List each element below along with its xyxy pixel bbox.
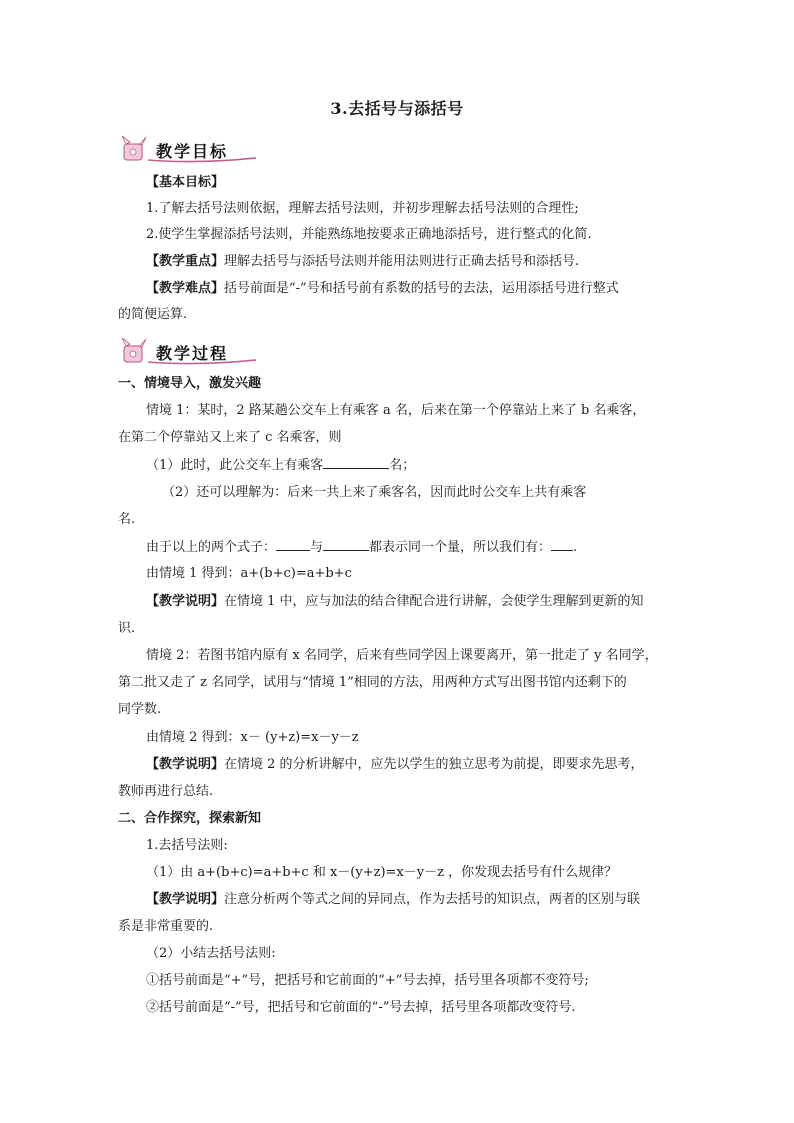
teaching-note-2-cont: 教师再进行总结. — [118, 784, 214, 799]
banner-label: 教学过程 — [156, 344, 229, 363]
note-text: 注意分析两个等式之间的异同点，作为去括号的知识点，两者的区别与联 — [224, 892, 641, 907]
question-1-text: （1）此时，此公交车上有乘客 — [146, 458, 324, 473]
question-1-suffix: 名； — [389, 458, 416, 473]
teaching-note-1-cont: 识. — [118, 621, 136, 636]
summary-heading: （2）小结去括号法则: — [146, 946, 276, 961]
result-1: 由情境 1 得到：a+(b+c)=a+b+c — [146, 566, 352, 581]
key-point-heading: 【教学重点】 — [146, 254, 225, 269]
teaching-note-2 — [146, 756, 644, 774]
rule-2: ②括号前面是“-”号，把括号和它前面的“-”号去掉，括号里各项都改变符号. — [146, 1000, 576, 1015]
rule-1: ①括号前面是“+”号，把括号和它前面的“+”号去掉，括号里各项都不变符号; — [146, 973, 589, 988]
note-text: 在情境 2 的分析讲解中，应先以学生的独立思考为前提，即要求先思考， — [224, 757, 644, 772]
note-text: 在情境 1 中，应与加法的结合律配合进行讲解，会使学生理解到更新的知 — [224, 594, 644, 609]
section-banner-process — [118, 336, 258, 370]
difficulty-heading: 【教学难点】 — [146, 281, 225, 296]
difficulty — [146, 280, 619, 298]
teaching-note-1 — [146, 593, 644, 611]
note-heading: 【教学说明】 — [146, 757, 225, 772]
result-2: 由情境 2 得到：x－ (y+z)=x－y－z — [146, 730, 359, 745]
difficulty-cont: 的简便运算. — [118, 307, 188, 322]
section-2-heading: 二、合作探究，探索新知 — [118, 811, 262, 826]
teaching-note-3-cont: 系是非常重要的. — [118, 919, 214, 934]
note-heading: 【教学说明】 — [146, 892, 225, 907]
note-heading: 【教学说明】 — [146, 594, 225, 609]
goal-1: 1.了解去括号法则依据，理解去括号法则，并初步理解去括号法则的合理性; — [146, 201, 579, 216]
scenario-2-line-3: 同学数. — [118, 702, 162, 717]
rule-heading: 1.去括号法则: — [146, 838, 228, 853]
equation-statement — [146, 538, 577, 557]
rule-question: （1）由 a+(b+c)=a+b+c 和 x－(y+z)=x－y－z ，你发现去括号有什么规律？ — [146, 865, 618, 880]
question-2-line-2: 名. — [118, 512, 136, 527]
goal-2: 2.使学生掌握添括号法则，并能熟练地按要求正确地添括号，进行整式的化简. — [146, 227, 592, 242]
equation-text-c: 都表示同一个量，所以我们有： — [369, 540, 552, 555]
basic-goal-heading: 【基本目标】 — [146, 175, 225, 190]
teaching-note-3 — [146, 891, 640, 909]
question-2-line-1: （2）还可以理解为：后来一共上来了乘客名，因而此时公交车上共有乘客 — [162, 485, 587, 500]
scenario-2-line-1: 情境 2：若图书馆内原有 x 名同学，后来有些同学因上课要离开，第一批走了 y 名同学， — [146, 648, 658, 663]
scenario-2-line-2: 第二批又走了 z 名同学，试用与“情境 1”相同的方法，用两种方式写出图书馆内还剩下的 — [118, 675, 627, 690]
equation-text-a: 由于以上的两个式子： — [146, 540, 277, 555]
equation-text-d: . — [573, 540, 578, 555]
equation-text-b: 与 — [310, 540, 324, 555]
section-1-heading: 一、情境导入，激发兴趣 — [118, 376, 262, 391]
question-1 — [146, 456, 415, 475]
key-point — [146, 253, 579, 271]
key-point-text: 理解去括号与添括号法则并能用法则进行正确去括号和添括号. — [224, 254, 580, 269]
difficulty-text: 括号前面是“-”号和括号前有系数的括号的去法，运用添括号进行整式 — [224, 281, 619, 296]
answer-blank — [551, 538, 573, 551]
answer-blank — [323, 456, 389, 469]
answer-blank — [323, 538, 369, 551]
banner-label: 教学目标 — [156, 142, 229, 161]
answer-blank — [276, 538, 310, 551]
section-banner-goals — [118, 134, 258, 168]
page-title: 3.去括号与添括号 — [330, 99, 464, 118]
scenario-1-line-2: 在第二个停靠站又上来了 c 名乘客，则 — [118, 430, 342, 445]
scenario-1-line-1: 情境 1：某时，2 路某趟公交车上有乘客 a 名，后来在第一个停靠站上来了 b 名乘客， — [146, 403, 646, 418]
